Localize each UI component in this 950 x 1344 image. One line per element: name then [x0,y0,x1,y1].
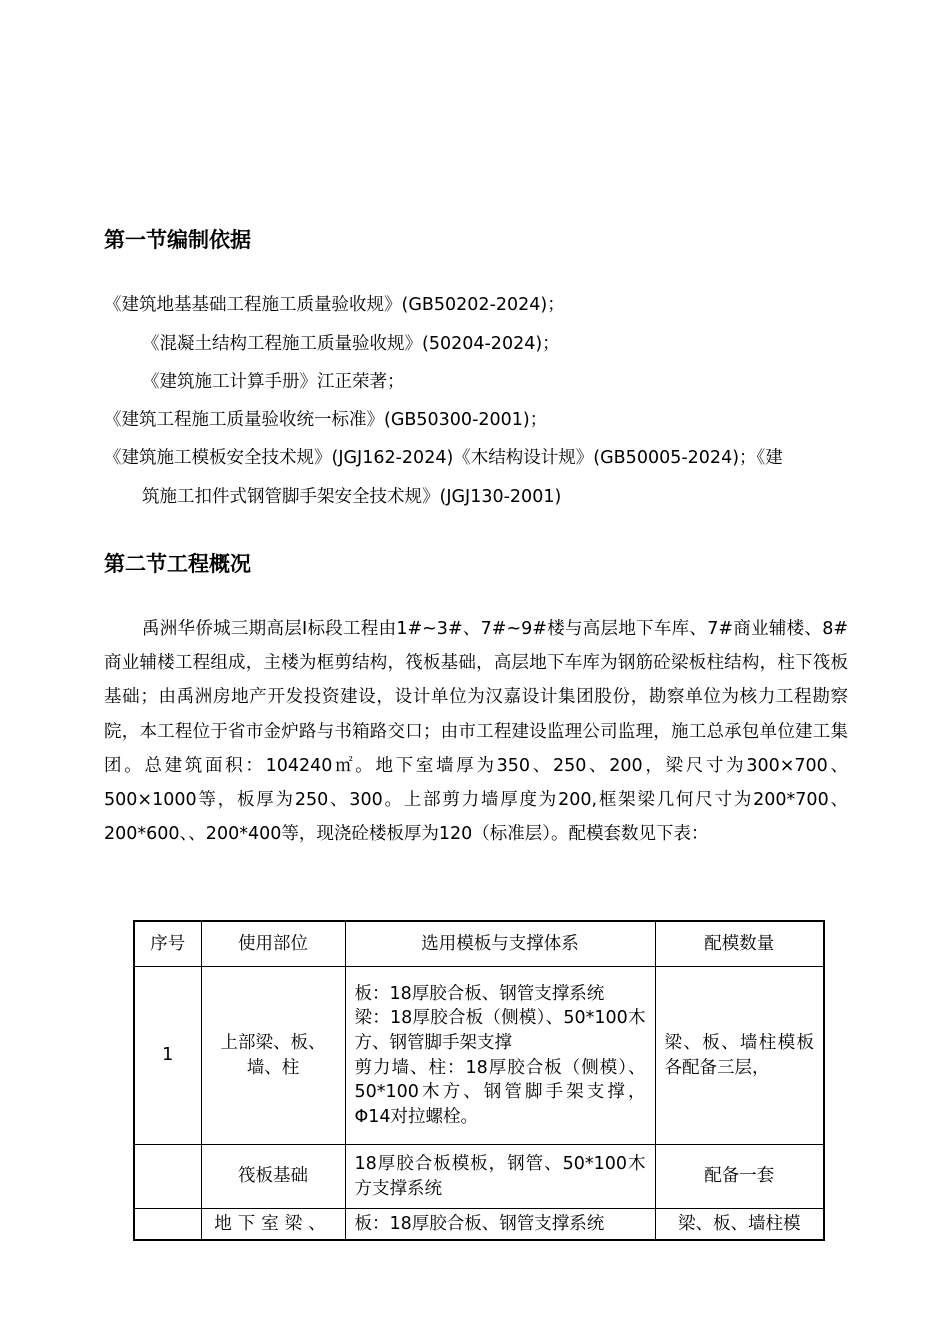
header-no: 序号 [134,921,201,967]
system-line: 剪力墙、柱：18厚胶合板（侧模）、50*100木方、钢管脚手架支撑，Φ14对拉螺栓。 [354,1057,646,1127]
overview-paragraph-block [104,612,848,851]
reference-item: 筑施工扣件式钢管脚手架安全技术规》(JGJ130-2001) [142,487,562,507]
cell-qty: 梁、板、墙柱模板各配备三层， [655,967,824,1145]
cell-no [134,1145,201,1209]
cell-system [345,967,655,1145]
cell-system: 18厚胶合板模板，钢管、50*100木方支撑系统 [345,1145,655,1209]
formwork-config-table [133,920,825,1241]
system-line: 梁：18厚胶合板（侧模）、50*100木方、钢管脚手架支撑 [354,1008,646,1053]
reference-item: 《建筑工程施工质量验收统一标准》(GB50300-2001)； [104,410,548,430]
cell-no: 1 [134,967,201,1145]
cell-location: 地下室梁、 [201,1209,345,1241]
cell-system: 板：18厚胶合板、钢管支撑系统 [345,1209,655,1241]
section2-title: 第二节工程概况 [104,552,251,576]
cell-location: 筏板基础 [201,1145,345,1209]
system-line: 板：18厚胶合板、钢管支撑系统 [354,983,605,1004]
reference-item: 《建筑施工计算手册》江正荣著； [142,372,405,392]
header-system: 选用模板与支撑体系 [345,921,655,967]
section1-title: 第一节编制依据 [104,228,251,252]
cell-no [134,1209,201,1241]
header-qty: 配模数量 [655,921,824,967]
cell-location: 上部梁、板、墙、柱 [201,967,345,1145]
cell-qty: 配备一套 [655,1145,824,1209]
header-location: 使用部位 [201,921,345,967]
table-row [134,1145,824,1209]
overview-paragraph: 禹洲华侨城三期高层Ⅰ标段工程由1#~3#、7#~9#楼与高层地下车库、7#商业辅楼、8#商业辅楼工程组成，主楼为框剪结构，筏板基础，高层地下车库为钢筋砼梁板柱结构，柱下筏板基础；由禹洲房地产开发投资建设，设计单位为汉嘉设计集团股份，勘察单位为核力工程勘察院，本工程位于省市金炉路与书箱路交口；由市工程建设监理公司监理，施工总承包单位建工集团。总建筑面积：104240㎡。地下室墙厚为350、250、200，梁尺寸为300×700、500×1000等，板厚为250、300。上部剪力墙厚度为200,框架梁几何尺寸为200*700、200*600、、200*400等，现浇砼楼板厚为120（标准层）。配模套数见下表： [104,619,848,845]
reference-item: 《建筑地基基础工程施工质量验收规》(GB50202-2024)； [104,295,565,315]
cell-qty: 梁、板、墙柱模 [655,1209,824,1241]
reference-item: 《建筑施工模板安全技术规》(JGJ162-2024)《木结构设计规》(GB50005-2024)；《建 [104,448,783,468]
table-header-row [134,921,824,967]
table-row [134,1209,824,1241]
table-row [134,967,824,1145]
reference-item: 《混凝土结构工程施工质量验收规》(50204-2024)； [142,334,560,354]
